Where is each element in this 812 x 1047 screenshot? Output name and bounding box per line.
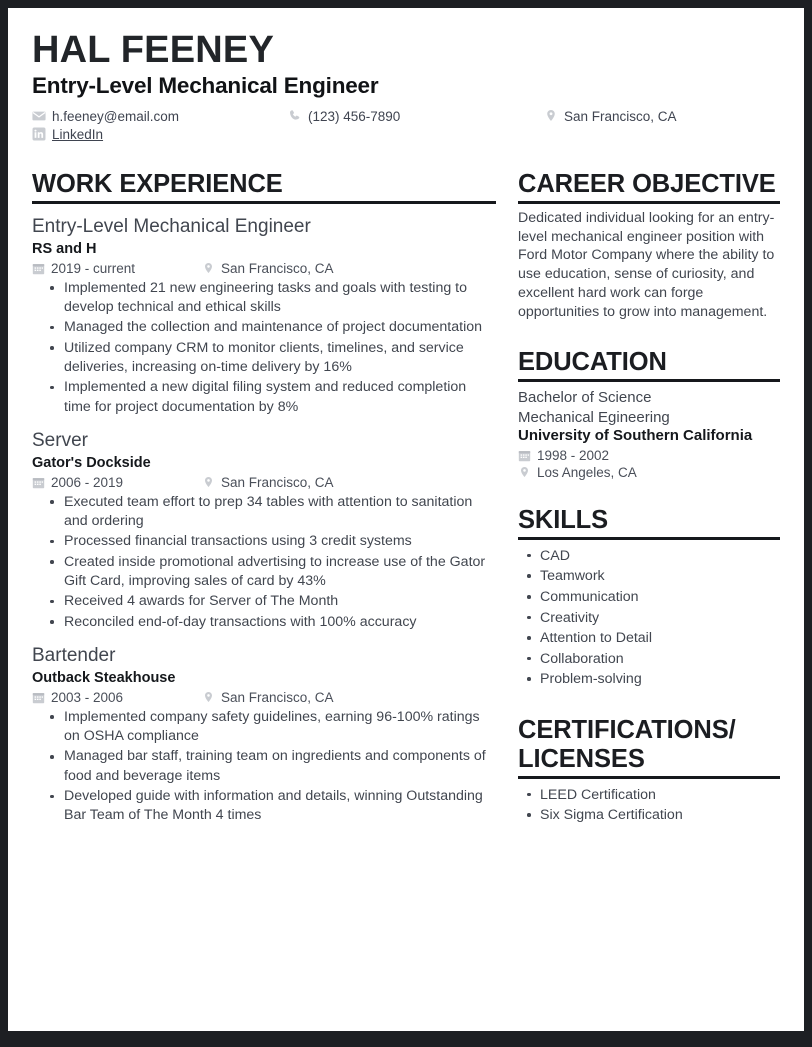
- envelope-icon: [32, 109, 46, 123]
- resume-content: [32, 30, 780, 827]
- map-pin-icon: [202, 476, 215, 489]
- work-experience-entry: [32, 645, 496, 826]
- contact-phone[interactable]: [288, 109, 544, 124]
- education-location-text: Los Angeles, CA: [537, 464, 637, 480]
- job-meta: [32, 475, 496, 490]
- education-field: Mechanical Egineering: [518, 408, 670, 426]
- calendar-icon: [518, 449, 531, 462]
- linkedin-icon: [32, 127, 46, 141]
- job-bullet: Implemented a new digital filing system and reduced completion time for project documentation by 8%: [64, 378, 496, 417]
- section-heading-certifications: CERTIFICATIONS/ LICENSES: [518, 716, 780, 779]
- contact-location-text: San Francisco, CA: [564, 108, 677, 124]
- job-company: Gator's Dockside: [32, 454, 151, 471]
- job-bullet: Received 4 awards for Server of The Month: [64, 592, 496, 611]
- job-bullet: Utilized company CRM to monitor clients, timelines, and service deliveries, increasing on-time delivery by 16%: [64, 339, 496, 378]
- contact-email[interactable]: [32, 109, 288, 124]
- work-experience-entry: [32, 216, 496, 417]
- contact-linkedin-text: LinkedIn: [52, 126, 104, 142]
- job-bullet: Processed financial transactions using 3 credit systems: [64, 532, 496, 551]
- certification-item: LEED Certification: [540, 785, 780, 806]
- job-location: [202, 690, 334, 705]
- job-dates: [32, 475, 202, 490]
- skill-item: Creativity: [540, 608, 780, 629]
- map-pin-icon: [202, 262, 215, 275]
- section-heading-career-objective: CAREER OBJECTIVE: [518, 170, 780, 204]
- skill-item: Collaboration: [540, 649, 780, 670]
- resume-header: [32, 30, 780, 142]
- skills-list: [518, 546, 780, 690]
- resume-page: [8, 8, 804, 1031]
- job-bullet: Created inside promotional advertising to increase use of the Gator Gift Card, improving sales of card by 43%: [64, 553, 496, 592]
- job-location-text: San Francisco, CA: [221, 474, 334, 490]
- education-school: University of Southern California: [518, 427, 753, 445]
- education-dates-text: 1998 - 2002: [537, 447, 610, 463]
- education-dates: [518, 448, 780, 463]
- skill-item: Problem-solving: [540, 669, 780, 690]
- contact-row-primary: [32, 109, 780, 124]
- job-bullets: [32, 279, 496, 417]
- job-dates: [32, 690, 202, 705]
- job-role: Server: [32, 429, 88, 451]
- skills-section: [518, 506, 780, 690]
- resume-body-columns: [32, 170, 780, 827]
- skill-item: Teamwork: [540, 566, 780, 587]
- job-bullet: Developed guide with information and details, winning Outstanding Bar Team of The Month 4 times: [64, 787, 496, 826]
- job-bullet: Implemented 21 new engineering tasks and goals with testing to develop technical and ethical skills: [64, 279, 496, 318]
- job-location-text: San Francisco, CA: [221, 260, 334, 276]
- contact-email-text: h.feeney@email.com: [52, 108, 180, 124]
- education-entry: [518, 388, 780, 480]
- skill-item: CAD: [540, 546, 780, 567]
- job-bullet: Managed the collection and maintenance of project documentation: [64, 318, 496, 337]
- job-bullets: [32, 708, 496, 826]
- contact-linkedin[interactable]: [32, 127, 103, 142]
- job-bullets: [32, 493, 496, 632]
- career-objective-text: Dedicated individual looking for an entry-level mechanical engineer position with Ford Motor Company where the ability to use education, sense of curiosity, and excellent hard work can forge opportunities to grow into management.: [518, 209, 775, 321]
- job-bullet: Executed team effort to prep 34 tables with attention to sanitation and ordering: [64, 493, 496, 532]
- education-location: [518, 465, 780, 480]
- certifications-section: [518, 716, 780, 826]
- job-bullet: Reconciled end-of-day transactions with 100% accuracy: [64, 613, 496, 632]
- map-pin-icon: [202, 691, 215, 704]
- job-meta: [32, 690, 496, 705]
- skill-item: Attention to Detail: [540, 628, 780, 649]
- job-location: [202, 475, 334, 490]
- phone-icon: [288, 109, 302, 123]
- job-meta: [32, 261, 496, 276]
- calendar-icon: [32, 262, 45, 275]
- certifications-list: [518, 785, 780, 826]
- section-heading-education: EDUCATION: [518, 348, 780, 382]
- job-role: Entry-Level Mechanical Engineer: [32, 215, 311, 237]
- left-column: [32, 170, 496, 827]
- candidate-name: HAL FEENEY: [32, 29, 275, 71]
- right-column: [518, 170, 780, 826]
- job-company: RS and H: [32, 240, 97, 257]
- candidate-job-title: Entry-Level Mechanical Engineer: [32, 73, 379, 99]
- job-dates-text: 2006 - 2019: [51, 474, 124, 490]
- job-company: Outback Steakhouse: [32, 669, 176, 686]
- job-dates-text: 2003 - 2006: [51, 689, 124, 705]
- education-section: [518, 348, 780, 480]
- job-bullet: Managed bar staff, training team on ingredients and components of food and beverage items: [64, 747, 496, 786]
- calendar-icon: [32, 476, 45, 489]
- job-bullet: Implemented company safety guidelines, earning 96-100% ratings on OSHA compliance: [64, 708, 496, 747]
- map-pin-icon: [544, 109, 558, 123]
- contact-phone-text: (123) 456-7890: [308, 108, 401, 124]
- skill-item: Communication: [540, 587, 780, 608]
- education-degree: Bachelor of Science: [518, 388, 652, 406]
- career-objective-section: [518, 170, 780, 322]
- job-dates: [32, 261, 202, 276]
- certification-item: Six Sigma Certification: [540, 805, 780, 826]
- job-location: [202, 261, 334, 276]
- contact-location: [544, 109, 780, 124]
- job-role: Bartender: [32, 644, 116, 666]
- section-heading-skills: SKILLS: [518, 506, 780, 540]
- map-pin-icon: [518, 466, 531, 479]
- job-location-text: San Francisco, CA: [221, 689, 334, 705]
- job-dates-text: 2019 - current: [51, 260, 136, 276]
- section-heading-work-experience: WORK EXPERIENCE: [32, 170, 496, 204]
- contact-row-secondary: [32, 127, 780, 142]
- calendar-icon: [32, 691, 45, 704]
- work-experience-entry: [32, 430, 496, 632]
